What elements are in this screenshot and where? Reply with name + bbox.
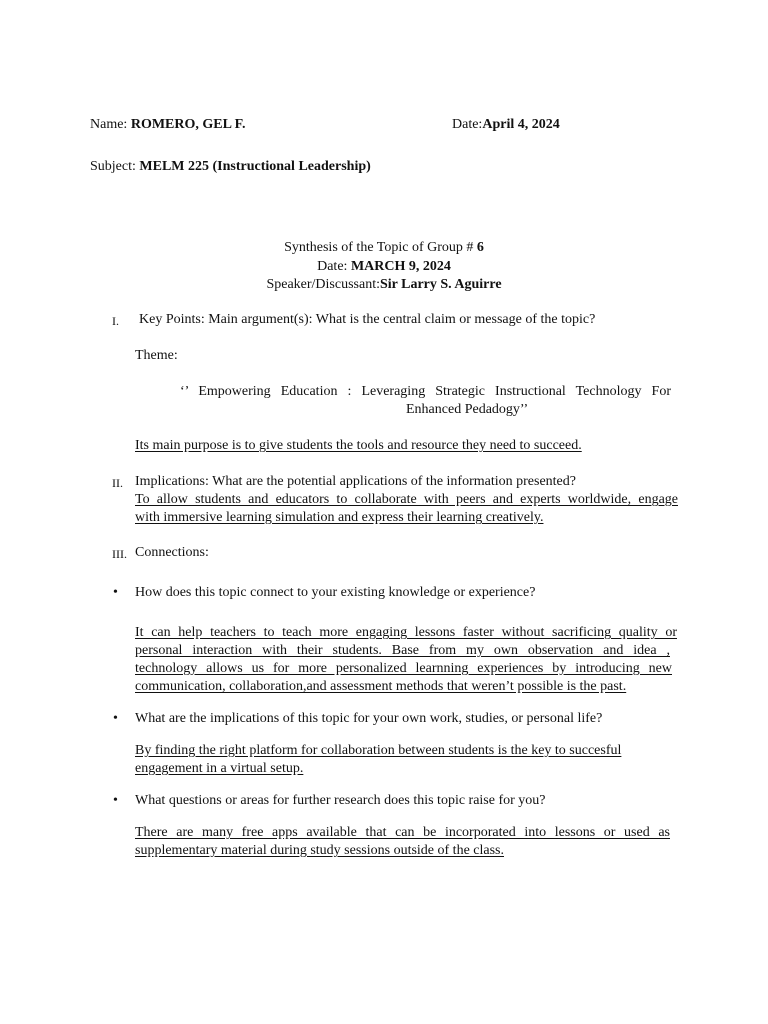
subject-value: MELM 225 (Instructional Leadership) xyxy=(139,159,371,174)
name-label: Name: xyxy=(90,117,131,132)
section2-answer-line-1: To allow students and educators to collaborate with peers and experts worldwide, engage xyxy=(135,492,678,507)
date-value: April 4, 2024 xyxy=(482,117,560,132)
synthesis-date-label: Date: xyxy=(317,259,351,274)
bullet-1: • xyxy=(113,585,118,600)
bullet-2: • xyxy=(113,711,118,726)
section2-numeral: II. xyxy=(112,476,123,490)
question-1: How does this topic connect to your existing knowledge or experience? xyxy=(135,585,536,600)
section2-heading: Implications: What are the potential applications of the information presented? xyxy=(135,474,576,489)
date-line xyxy=(452,117,560,133)
theme-line-2: Enhanced Pedadogy’’ xyxy=(406,402,529,417)
group-number: 6 xyxy=(476,240,484,255)
subject-line xyxy=(90,159,371,175)
synthesis-date-value: MARCH 9, 2024 xyxy=(350,259,451,274)
question-3: What questions or areas for further research does this topic raise for you? xyxy=(135,793,546,808)
answer-3-line-2: supplementary material during study sessions outside of the class. xyxy=(135,843,504,858)
synthesis-date xyxy=(0,259,768,275)
theme-line-1: ‘’ Empowering Education : Leveraging Strategic Instructional Technology For xyxy=(180,384,671,399)
name-value: ROMERO, GEL F. xyxy=(130,117,246,132)
answer-1-line-3: technology allows us for more personalized learnning experiences by introducing new xyxy=(135,661,672,676)
bullet-3: • xyxy=(113,793,118,808)
synthesis-title xyxy=(0,240,768,256)
answer-1-line-1: It can help teachers to teach more engaging lessons faster without sacrificing quality or xyxy=(135,625,677,640)
speaker-label: Speaker/Discussant: xyxy=(266,277,380,292)
date-label: Date: xyxy=(452,117,483,132)
section1-heading: Key Points: Main argument(s): What is the central claim or message of the topic? xyxy=(139,312,596,327)
section2-answer-line-2: with immersive learning simulation and express their learning creatively. xyxy=(135,510,544,525)
section3-numeral: III. xyxy=(112,547,127,561)
answer-1-line-2: personal interaction with their students. Base from my own observation and idea , xyxy=(135,643,670,658)
name-line xyxy=(90,117,245,133)
section1-numeral: I. xyxy=(112,314,119,328)
speaker-line xyxy=(0,277,768,293)
answer-1-line-4: communication, collaboration,and assessment methods that weren’t possible is the past. xyxy=(135,679,627,694)
synthesis-title-text: Synthesis of the Topic of Group # xyxy=(284,240,477,255)
theme-label: Theme: xyxy=(135,348,178,363)
subject-label: Subject: xyxy=(90,159,140,174)
speaker-value: Sir Larry S. Aguirre xyxy=(379,277,502,292)
section3-heading: Connections: xyxy=(135,545,209,560)
answer-2-line-2: engagement in a virtual setup. xyxy=(135,761,304,776)
answer-2-line-1: By finding the right platform for collaboration between students is the key to succesful xyxy=(135,743,622,758)
section1-answer: Its main purpose is to give students the tools and resource they need to succeed. xyxy=(135,438,582,453)
question-2: What are the implications of this topic for your own work, studies, or personal life? xyxy=(135,711,603,726)
answer-3-line-1: There are many free apps available that can be incorporated into lessons or used as xyxy=(135,825,670,840)
